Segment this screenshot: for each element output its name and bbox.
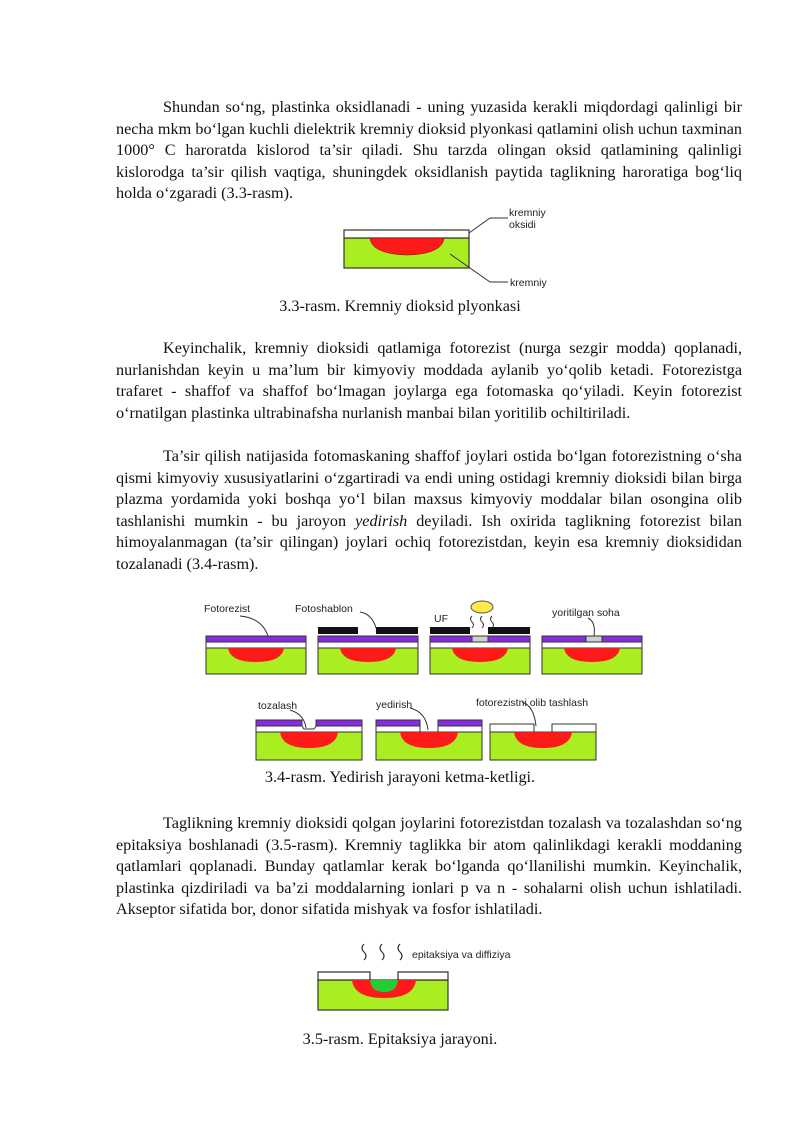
label-yedirish: yedirish bbox=[376, 699, 413, 711]
panel-etching bbox=[376, 699, 482, 760]
oxide-layer bbox=[542, 642, 642, 648]
panel-exposed-area bbox=[542, 607, 642, 674]
photomask-left bbox=[430, 627, 470, 634]
photoresist-layer bbox=[256, 720, 362, 726]
panel-uv-exposure bbox=[430, 601, 530, 674]
photoresist-layer bbox=[318, 636, 418, 642]
figure-3-4-etching-sequence bbox=[200, 598, 650, 766]
label-fotoshablon: Fotoshablon bbox=[295, 603, 353, 615]
leader-line bbox=[240, 616, 268, 636]
label-kremniy: kremniy bbox=[509, 207, 546, 219]
leader-line bbox=[588, 618, 594, 636]
uv-wave-icon bbox=[471, 616, 474, 628]
figure-3-3-oxide-film bbox=[340, 206, 570, 288]
label-epitaksiya-va-diffiziya: epitaksiya va diffiziya bbox=[412, 949, 511, 961]
etching-text-a: Ta’sir qilish natijasida fotomaskaning shaffof joylari ostida bo‘lgan fotorezistning o‘sha qismi kimyoviy xususiyatlarini o‘zgartiradi va endi uning ostidagi kremniy dioksidi bilan birga plazma yordamida yoki boshqa yo‘l bilan maxsus kimyoviy moddalar bilan osongina olib tashlanishi mumkin - bu jaroyon bbox=[116, 447, 742, 530]
paragraph-etching bbox=[116, 446, 742, 575]
paragraph-epitaxy: Taglikning kremniy dioksidi qolgan joylarini fotorezistdan tozalash va tozalashdan so‘ng epitaksiya boshlanadi (3.5-rasm). Kremniy taglikka bir atom qalinlikdagi kerakli moddaning qatlamlari qoplanadi. Bunday qatlamlar kerak bo‘lganda qo‘llanilishi mumkin. Keyinchalik, plastinka qizdiriladi va ba’zi moddalarning ionlari p va n - sohalarni olish uchun ishlatiladi. Akseptor sifatida bor, donor sifatida mishyak va fosfor ishlatiladi. bbox=[116, 814, 742, 918]
panel-photomask bbox=[295, 603, 418, 674]
label-tozalash: tozalash bbox=[258, 700, 298, 712]
caption-3-4: 3.4-rasm. Yedirish jarayoni ketma-ketligi. bbox=[264, 768, 536, 786]
exposed-region bbox=[586, 636, 602, 642]
figure-3-5-epitaxy bbox=[312, 940, 552, 1016]
oxide-layer bbox=[344, 230, 469, 238]
oxide-layer bbox=[206, 642, 306, 648]
wave-icon bbox=[362, 944, 366, 960]
oxide-layer bbox=[376, 726, 482, 732]
panel-cleaning bbox=[256, 700, 362, 760]
oxide-layer bbox=[318, 972, 448, 980]
paragraph-oxidation: Shundan so‘ng, plastinka oksidlanadi - uning yuzasida kerakli miqdordagi qalinligi bir necha mkm bo‘lgan kuchli dielektrik kremniy dioksid plyonkasi qatlamini olish uchun taxminan 1000° C haroratda kislorod ta’sir qiladi. Shu tarzda olingan oksid qatlamining qalinligi kislorodga ta’sir qilish vaqtiga, shuningdek oksidlanish paytida taglikning haroratiga bog‘liq holda o‘zgaradi (3.3-rasm). bbox=[116, 98, 742, 202]
label-yoritilgan-soha: yoritilgan soha bbox=[552, 607, 620, 619]
photomask-right bbox=[376, 627, 418, 634]
panel-photoresist-removal bbox=[476, 697, 596, 760]
photomask-right bbox=[488, 627, 530, 634]
photomask-left bbox=[318, 627, 358, 634]
leader-line-oxide bbox=[469, 218, 508, 233]
caption-3-3: 3.3-rasm. Kremniy dioksid plyonkasi bbox=[279, 297, 521, 315]
etching-text-b: deyiladi. Ish oxirida taglikning fotorezist bilan himoyalanmagan (ta’sir qilingan) joylari ochiq fotorezistdan, keyin esa kremniy dioksididan tozalanadi (3.4-rasm). bbox=[116, 511, 743, 573]
label-fotorezist: Fotorezist bbox=[204, 603, 251, 615]
uv-wave-icon bbox=[491, 616, 494, 628]
label-kremniy-substrate: kremniy bbox=[510, 277, 547, 288]
panel-photoresist bbox=[204, 603, 306, 674]
photoresist-layer bbox=[206, 636, 306, 642]
photoresist-layer bbox=[376, 720, 482, 726]
uv-wave-icon bbox=[481, 616, 484, 628]
wave-icon bbox=[380, 944, 384, 960]
uv-lamp-icon bbox=[471, 601, 493, 613]
oxide-layer bbox=[318, 642, 418, 648]
paragraph-photoresist: Keyinchalik, kremniy dioksidi qatlamiga fotorezist (nurga sezgir modda) qoplanadi, nurlanishdan keyin u ma’lum bir kimyoviy moddada aylanib yo‘qolib ketadi. Fotorezistga trafaret - shaffof va shaffof bo‘lmagan joylarga ega fotomaska qo‘yiladi. Keyin fotorezist o‘rnatilgan plastinka ultrabinafsha nurlanish manbai bilan yoritilib ochiltiriladi. bbox=[116, 339, 742, 422]
label-oksidi: oksidi bbox=[509, 219, 536, 231]
oxide-layer bbox=[430, 642, 530, 648]
label-uf: UF bbox=[434, 613, 448, 625]
term-yedirish: yedirish bbox=[355, 511, 408, 530]
wave-icon bbox=[398, 944, 402, 960]
exposed-region bbox=[472, 636, 488, 642]
caption-3-5: 3.5-rasm. Epitaksiya jarayoni. bbox=[302, 1030, 498, 1048]
leader-line bbox=[360, 612, 376, 628]
oxide-layer bbox=[256, 726, 362, 732]
label-fotorezistni-olib-tashlash: fotorezistni olib tashlash bbox=[476, 697, 589, 709]
oxide-layer bbox=[490, 724, 596, 732]
